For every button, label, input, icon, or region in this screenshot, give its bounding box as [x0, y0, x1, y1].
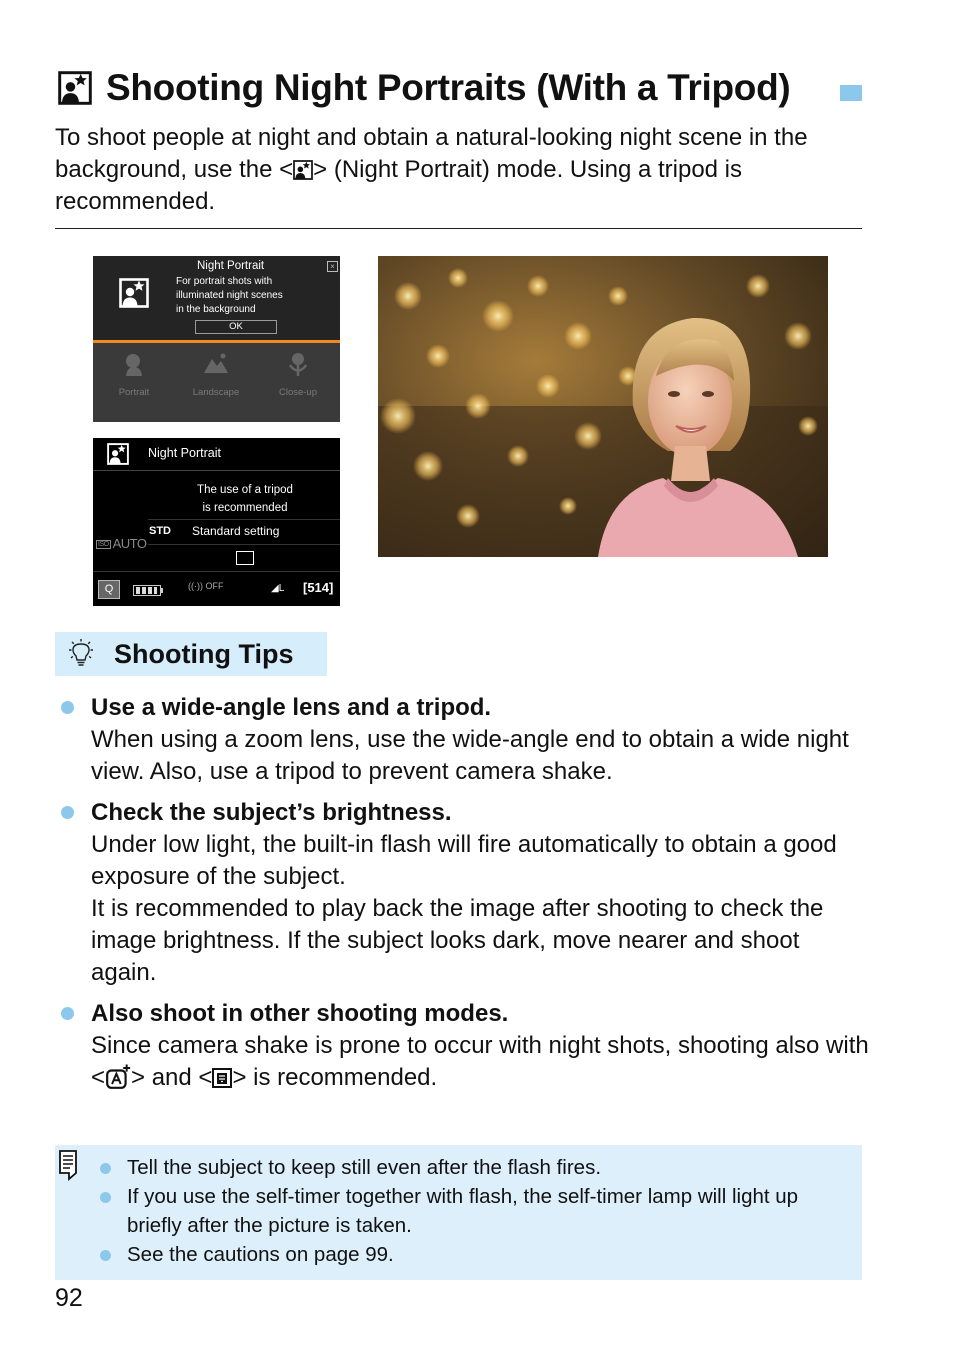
- mode-description-line: For portrait shots with: [176, 276, 273, 287]
- intro-text-start: To shoot people at night and obtain a natural-looking night scene in the background, use the <: [55, 124, 808, 183]
- tip-heading: Also shoot in other shooting modes.: [91, 1000, 509, 1027]
- iso-indicator: [96, 536, 146, 551]
- night-portrait-icon: [58, 71, 92, 105]
- tip-item: [55, 692, 865, 792]
- mode-guide-panel: [93, 256, 340, 341]
- note-text: See the cautions on page 99.: [127, 1243, 394, 1266]
- section-marker: [840, 85, 862, 101]
- picture-style-icon: STD: [149, 525, 171, 537]
- mode-guide-screen: [93, 256, 340, 422]
- page-heading: [58, 66, 790, 110]
- page-title: Shooting Night Portraits (With a Tripod): [106, 67, 791, 108]
- flower-icon: [285, 351, 311, 377]
- portrait-icon: [121, 351, 147, 377]
- tip-text: Since camera shake is prone to occur with night shots, shooting also with <: [91, 1032, 869, 1091]
- divider: [148, 519, 340, 520]
- tip-heading: Use a wide-angle lens and a tripod.: [91, 694, 492, 721]
- tip-body: [91, 829, 871, 989]
- bullet: [100, 1192, 111, 1203]
- tip-paragraph: Under low light, the built-in flash will fire automatically to obtain a good exposure of the subject.: [91, 831, 837, 890]
- bullet: [100, 1163, 111, 1174]
- shooting-tips-title: Shooting Tips: [114, 639, 294, 669]
- tip-body: [91, 1030, 871, 1094]
- mode-option-label: Portrait: [118, 387, 150, 398]
- screen-header: [93, 438, 340, 471]
- shots-remaining: [514]: [303, 580, 334, 595]
- handheld-night-scene-icon: [212, 1068, 232, 1088]
- drive-mode-icon[interactable]: [236, 551, 254, 565]
- divider: [93, 571, 340, 572]
- night-portrait-icon: [293, 160, 313, 180]
- night-portrait-icon: [107, 443, 129, 465]
- bullet: [61, 806, 74, 819]
- close-icon[interactable]: ×: [327, 261, 338, 272]
- tip-heading: Check the subject’s brightness.: [91, 799, 452, 826]
- quick-control-screen: [93, 438, 340, 606]
- lightbulb-icon: [65, 638, 97, 670]
- mode-name: Night Portrait: [197, 260, 265, 272]
- scene-intelligent-auto-icon: [105, 1064, 131, 1090]
- mode-option-close-up[interactable]: [268, 351, 328, 398]
- tripod-recommendation: [185, 481, 305, 517]
- note-text: Tell the subject to keep still even after the flash fires.: [127, 1156, 602, 1179]
- bullet: [61, 1007, 74, 1020]
- night-portrait-icon: [119, 278, 149, 308]
- tripod-text-line: The use of a tripod: [197, 484, 293, 496]
- ok-button[interactable]: OK: [195, 320, 277, 334]
- iso-prefix: ISO: [98, 541, 109, 548]
- mode-description-line: in the background: [176, 304, 256, 315]
- memo-icon: [58, 1149, 80, 1181]
- page-number: 92: [55, 1284, 83, 1312]
- image-quality-indicator: ◢L: [271, 583, 285, 594]
- tripod-text-line: is recommended: [202, 502, 288, 514]
- tip-text: > and <: [131, 1064, 213, 1091]
- wifi-off-icon: ((·)) OFF: [188, 581, 224, 591]
- iso-value: AUTO: [112, 536, 147, 551]
- notes-box: [55, 1145, 862, 1280]
- night-portrait-photo: [378, 256, 828, 557]
- mode-description-line: illuminated night scenes: [176, 290, 283, 301]
- selection-bar: [93, 340, 340, 343]
- quick-control-button[interactable]: Q: [98, 580, 120, 599]
- mode-name: Night Portrait: [148, 446, 221, 460]
- tip-body: When using a zoom lens, use the wide-angle end to obtain a wide night view. Also, use a tripod to prevent camera shake.: [91, 726, 849, 785]
- divider: [148, 544, 340, 545]
- intro-paragraph: [55, 122, 865, 218]
- battery-icon: [133, 585, 161, 596]
- bullet: [100, 1250, 111, 1261]
- intro-text-end: > (Night Portrait) mode. Using a tripod is recommended.: [55, 156, 743, 215]
- tip-text: > is recommended.: [232, 1064, 438, 1091]
- tip-paragraph: It is recommended to play back the image after shooting to check the image brightness. If the subject looks dark, move nearer and shoot again.: [91, 895, 824, 986]
- note-text: If you use the self-timer together with flash, the self-timer lamp will light up briefly after the picture is taken.: [127, 1185, 799, 1237]
- mode-option-landscape[interactable]: [186, 351, 246, 398]
- mode-option-label: Landscape: [192, 387, 240, 398]
- photo-illustration: [378, 256, 828, 557]
- picture-style-setting[interactable]: Standard setting: [192, 524, 280, 538]
- shooting-tips-header: [55, 632, 327, 676]
- bullet: [61, 701, 74, 714]
- landscape-icon: [203, 351, 229, 377]
- tip-item: [55, 998, 869, 1098]
- mode-option-label: Close-up: [278, 387, 318, 398]
- divider: [55, 228, 862, 229]
- mode-option-portrait[interactable]: [104, 351, 164, 398]
- tip-item: [55, 797, 865, 997]
